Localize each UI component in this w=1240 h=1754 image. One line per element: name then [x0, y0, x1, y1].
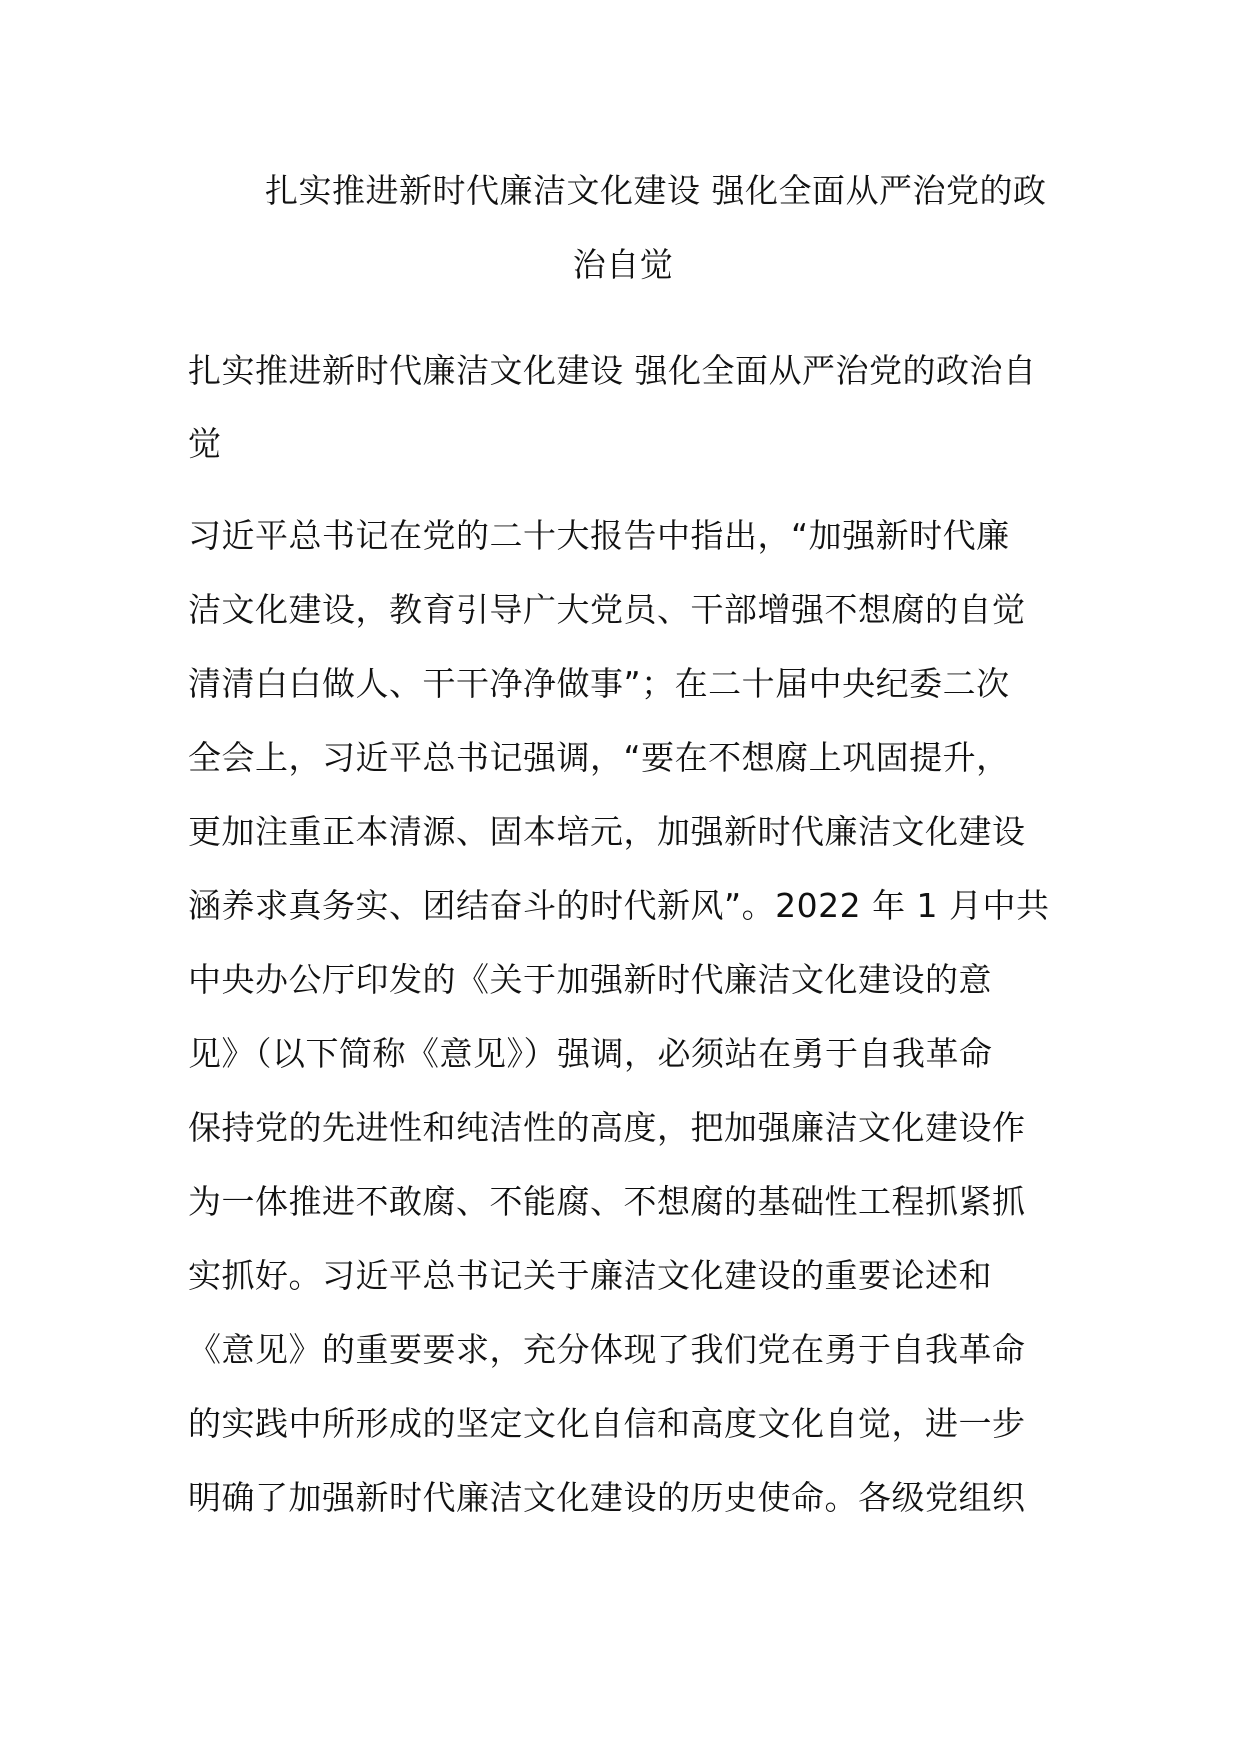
subtitle-line: 扎实推进新时代廉洁文化建设 强化全面从严治党的政治自	[188, 351, 1037, 390]
body-line: 全会上，习近平总书记强调，“要在不想腐上巩固提升，	[188, 738, 1010, 777]
body-line: 洁文化建设，教育引导广大党员、干部增强不想腐的自觉	[188, 590, 1026, 629]
body-line: 实抓好。习近平总书记关于廉洁文化建设的重要论述和	[188, 1256, 992, 1295]
body-line: 《意见》的重要要求，充分体现了我们党在勇于自我革命	[188, 1330, 1026, 1369]
body-line: 保持党的先进性和纯洁性的高度，把加强廉洁文化建设作	[188, 1108, 1026, 1147]
body-line: 为一体推进不敢腐、不能腐、不想腐的基础性工程抓紧抓	[188, 1182, 1026, 1221]
body-line: 中央办公厅印发的《关于加强新时代廉洁文化建设的意	[188, 960, 992, 999]
body-line: 明确了加强新时代廉洁文化建设的历史使命。各级党组织	[188, 1478, 1026, 1517]
body-line: 涵养求真务实、团结奋斗的时代新风”。2022 年 1 月中共	[188, 886, 1050, 925]
body-line: 见》（以下简称《意见》）强调，必须站在勇于自我革命	[188, 1034, 993, 1073]
title-line: 治自觉	[572, 245, 674, 284]
body-line: 更加注重正本清源、固本培元，加强新时代廉洁文化建设	[188, 812, 1026, 851]
subtitle-line: 觉	[188, 424, 222, 463]
body-line: 清清白白做人、干干净净做事”；在二十届中央纪委二次	[188, 664, 1010, 703]
body-line: 的实践中所形成的坚定文化自信和高度文化自觉，进一步	[188, 1404, 1026, 1443]
body-line: 习近平总书记在党的二十大报告中指出，“加强新时代廉	[188, 516, 1010, 555]
title-line: 扎实推进新时代廉洁文化建设 强化全面从严治党的政	[265, 171, 1047, 210]
